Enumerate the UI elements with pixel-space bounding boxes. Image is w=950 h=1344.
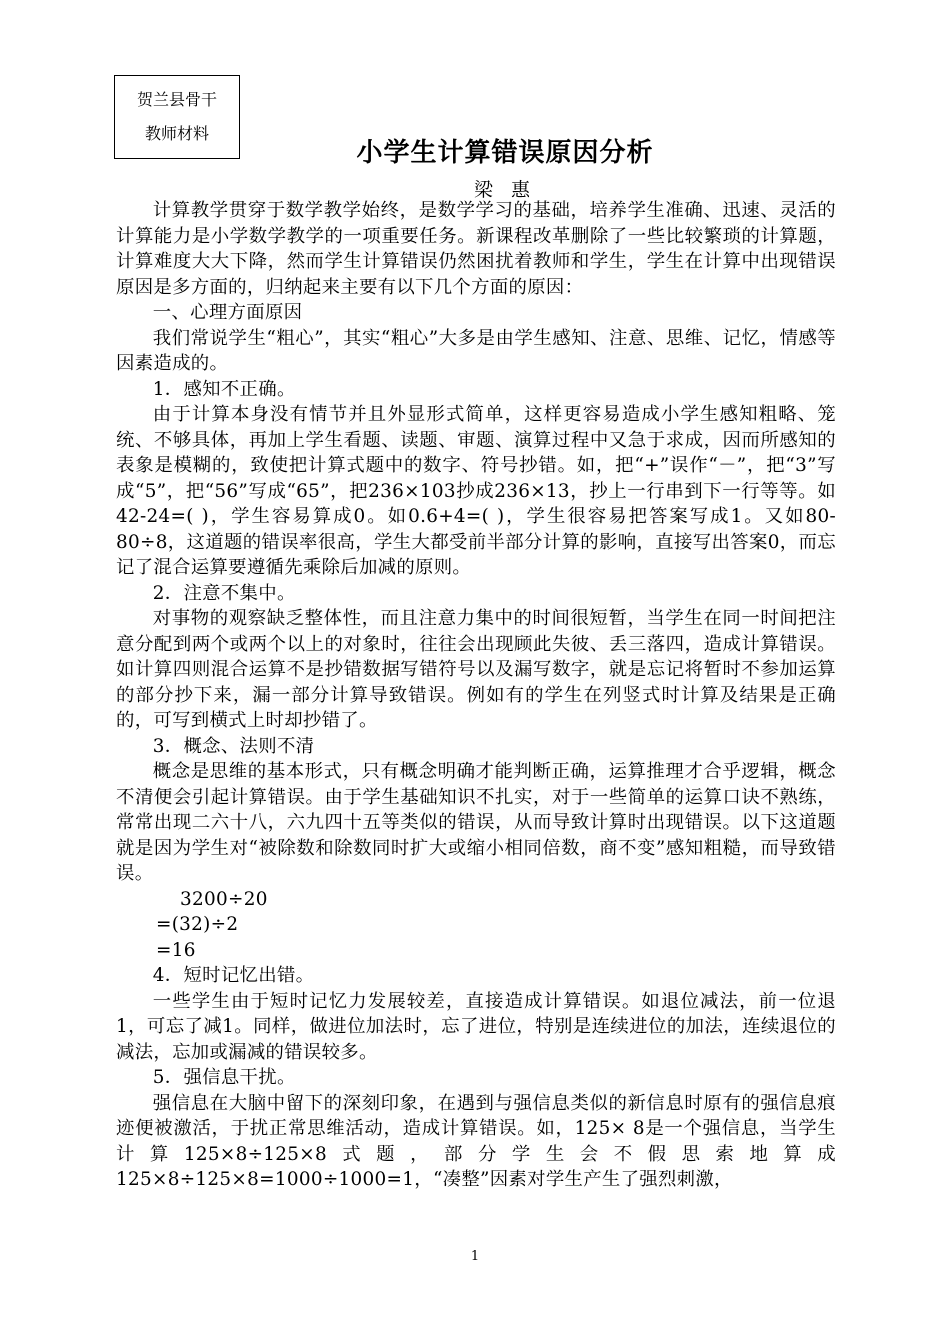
calculation-line: 3200÷20: [180, 888, 268, 910]
author-name: 梁 惠: [473, 179, 537, 201]
subsection-heading: 2．注意不集中。: [152, 582, 296, 604]
document-title: 小学生计算错误原因分析: [356, 138, 654, 168]
paragraph: 一些学生由于短时记忆力发展较差，直接造成计算错误。如退位减法，前一位退1，可忘了减1。同样，做进位加法时，忘了进位，特别是连续进位的加法，连续退位的减法，忘加或漏减的错误较多。: [116, 990, 836, 1063]
section-heading: 一、心理方面原因: [152, 302, 303, 323]
subsection-heading: 4．短时记忆出错。: [152, 965, 315, 986]
calculation-line: =(32)÷2: [156, 914, 239, 935]
stamp-line-1: 贺兰县骨干: [136, 90, 217, 109]
subsection-heading: 1．感知不正确。: [152, 378, 296, 400]
paragraph: 对事物的观察缺乏整体性，而且注意力集中的时间很短暂，当学生在同一时间把注意分配到两个或两个以上的对象时，往往会出现顾此失彼、丢三落四，造成计算错误。如计算四则混合运算不是抄错数据写错符号以及漏写数字，就是忘记将暂时不参加运算的部分抄下来，漏一部分计算导致错误。例如有的学生在列竖式时计算及结果是正确的，可写到横式上时却抄错了。: [116, 608, 836, 731]
paragraph: 计算教学贯穿于数学教学始终，是数学学习的基础，培养学生准确、迅速、灵活的计算能力是小学数学教学的一项重要任务。新课程改革删除了一些比较繁琐的计算题，计算难度大大下降，然而学生计算错误仍然困扰着教师和学生，学生在计算中出现错误原因是多方面的，归纳起来主要有以下几个方面的原因：: [116, 200, 836, 298]
stamp-line-2: 教师材料: [144, 124, 209, 143]
document-body: [116, 198, 836, 1193]
paragraph: 概念是思维的基本形式，只有概念明确才能判断正确，运算推理才合乎逻辑，概念不清便会引起计算错误。由于学生基础知识不扎实，对于一些简单的运算口诀不熟练，常常出现二六十八，六九四十五等类似的错误，从而导致计算时出现错误。以下这道题就是因为学生对“被除数和除数同时扩大或缩小相同倍数，商不变”感知粗糙，而导致错误。: [116, 761, 836, 884]
subsection-heading: 5．强信息干扰。: [152, 1067, 296, 1088]
paragraph: 我们常说学生“粗心”，其实“粗心”大多是由学生感知、注意、思维、记忆，情感等因素造成的。: [116, 327, 836, 374]
paragraph: 强信息在大脑中留下的深刻印象，在遇到与强信息类似的新信息时原有的强信息痕迹便被激活，于扰正常思维活动，造成计算错误。如，125× 8是一个强信息，当学生计算125×8÷125×8式题，部分学生会不假思索地算成125×8÷125×8=1000÷1000=1，“凑整”因素对学生产生了强烈刺激，: [116, 1092, 836, 1190]
calculation-line: =16: [156, 939, 196, 961]
subsection-heading: 3．概念、法则不清: [152, 735, 315, 757]
paragraph: 由于计算本身没有情节并且外显形式简单，这样更容易造成小学生感知粗略、笼统、不够具体，再加上学生看题、读题、审题、演算过程中又急于求成，因而所感知的表象是模糊的，致使把计算式题中的数字、符号抄错。如，把“+”误作“－”，把“3”写成“5”，把“56”写成“65”，把236×103抄成236×13，抄上一行串到下一行等等。如42-24=( )，学生容易算成0。如0.6+4=( )，学生很容易把答案写成1。又如80-80÷8，这道题的错误率很高，学生大都受前半部分计算的影响，直接写出答案0，而忘记了混合运算要遵循先乘除后加减的原则。: [116, 404, 836, 578]
page-number: 1: [470, 1249, 480, 1264]
